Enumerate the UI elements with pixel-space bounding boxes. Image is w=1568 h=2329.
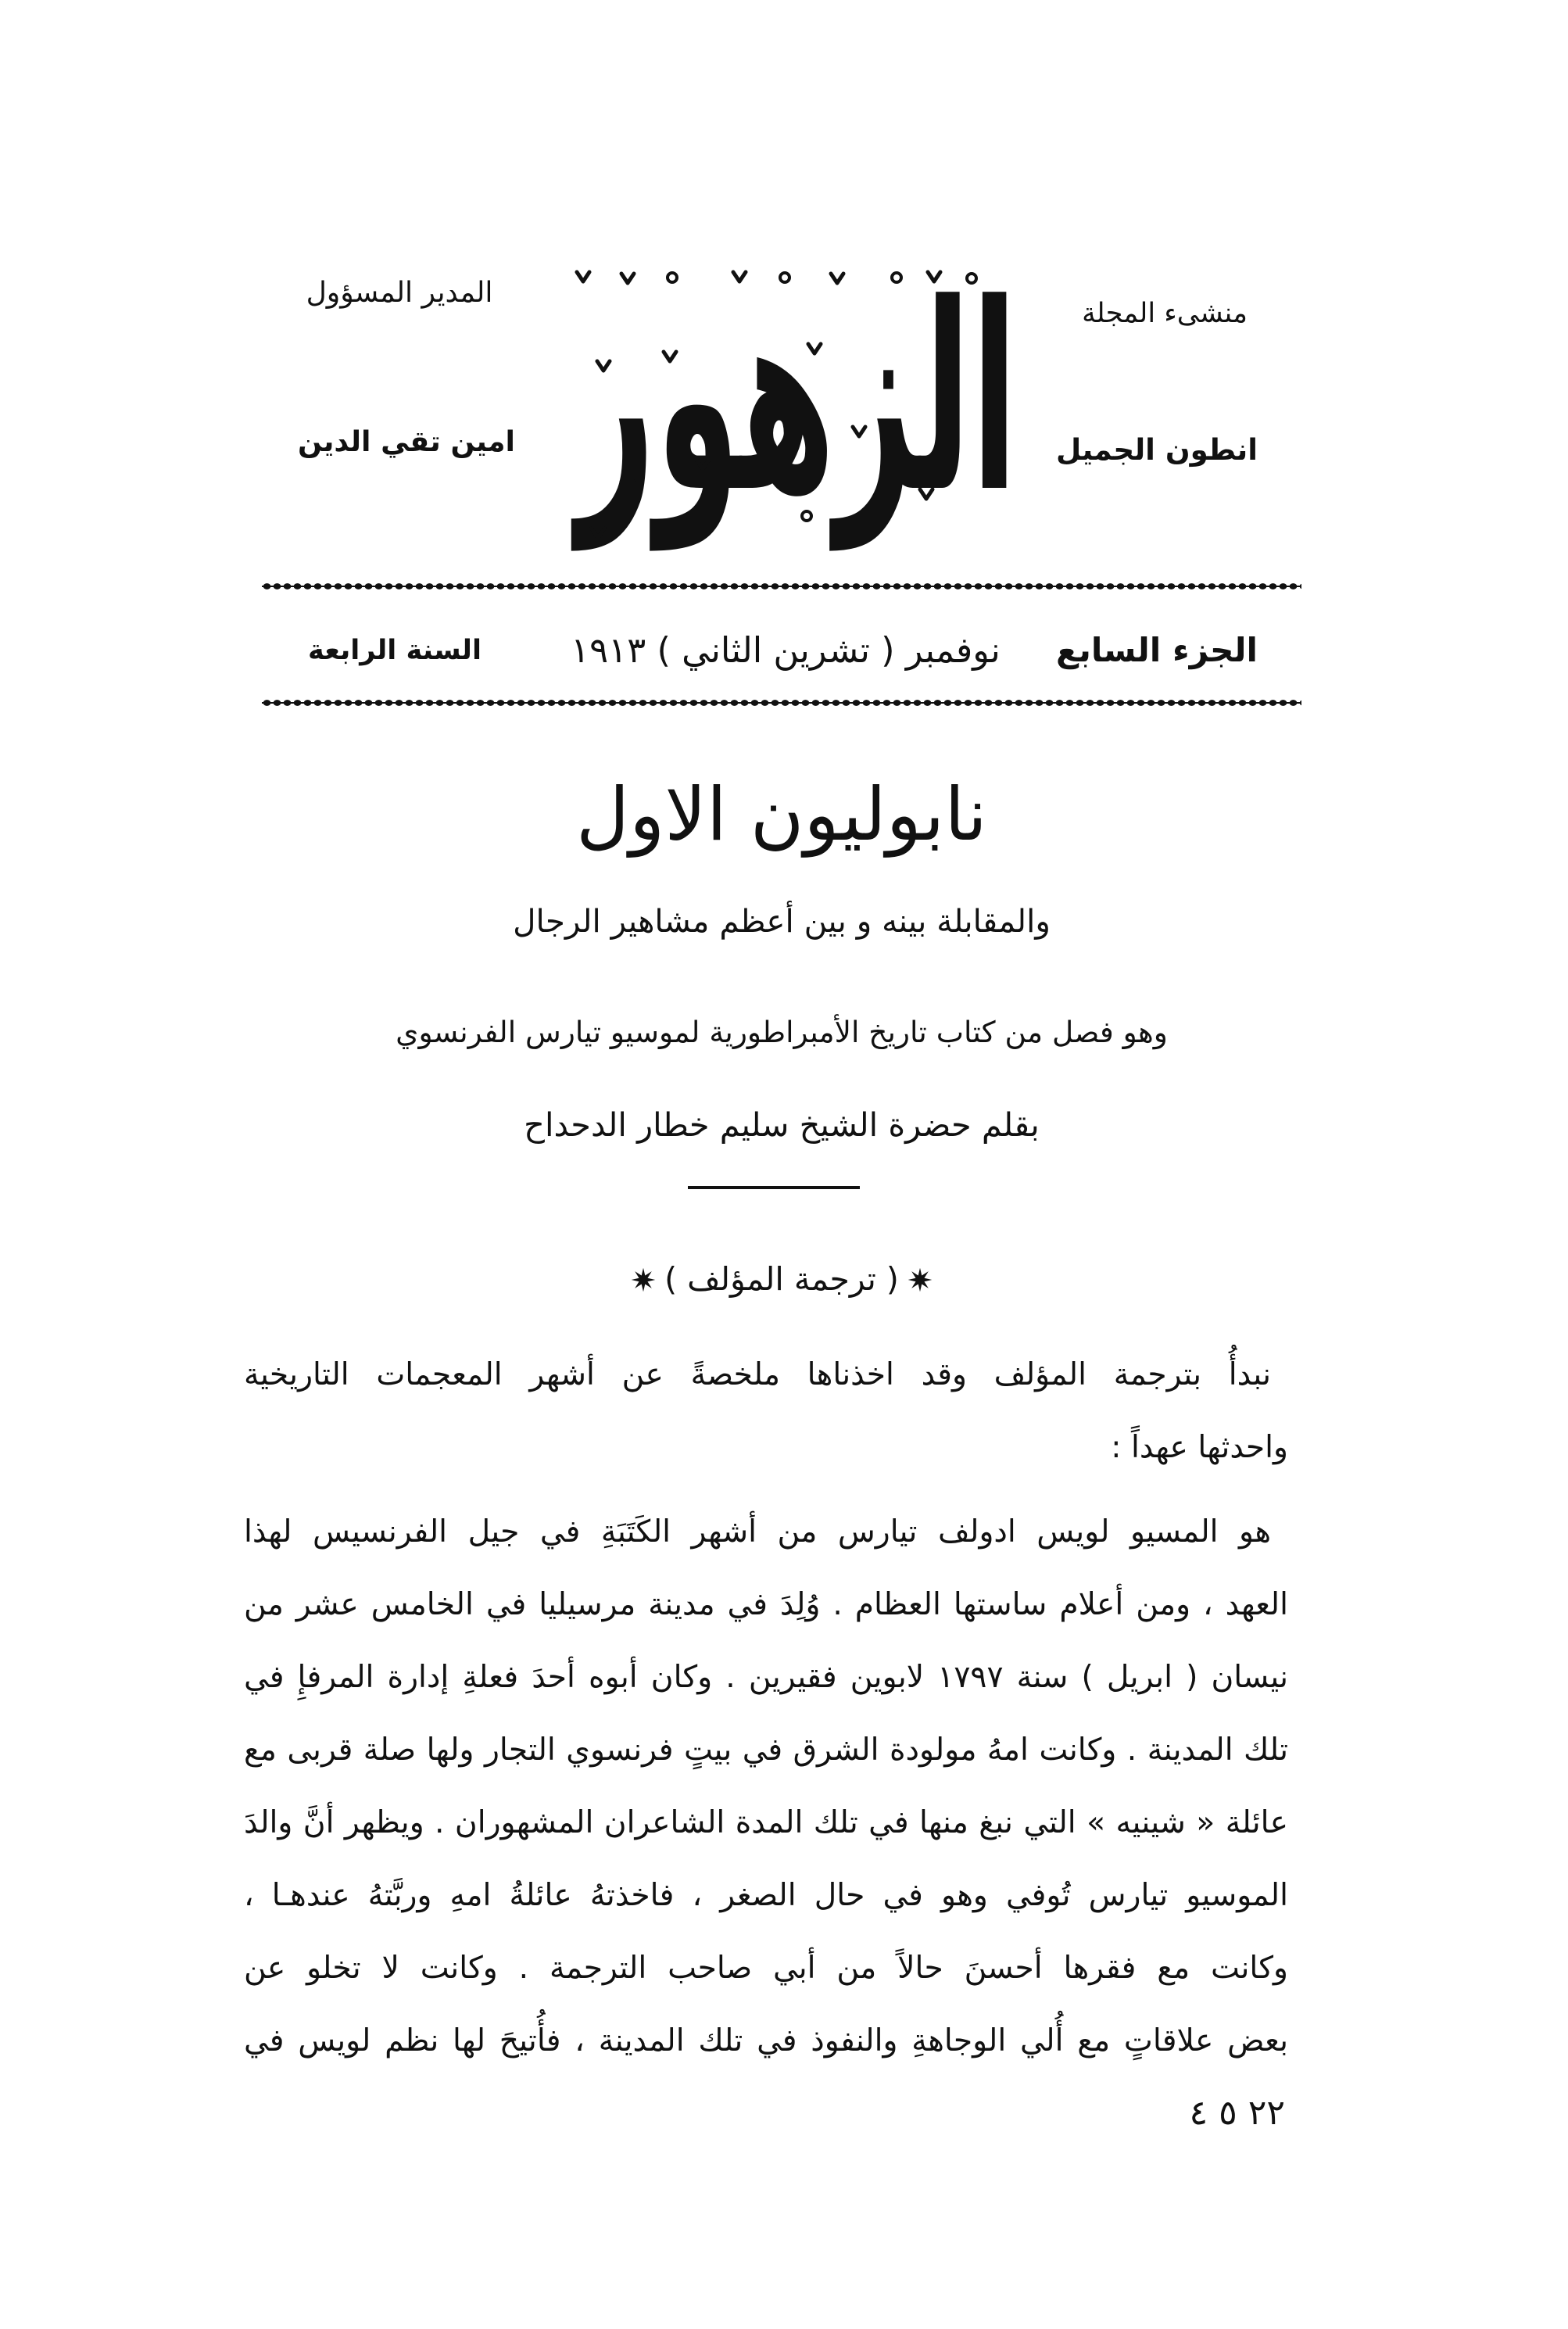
article-source-note (262, 1002, 1301, 1062)
page-signature-text: ٢٢ ٥ ٤ (1189, 2093, 1285, 2134)
text-line-content: عائلة « شينيه » التي نبغ منها في تلك المدة الشاعران المشهوران . ويظهر أنَّ والدَ (244, 1805, 1288, 1841)
paragraph (244, 1339, 1288, 1485)
issue-date (547, 622, 1024, 679)
article-byline-text: بقلم حضرة الشيخ سليم خطار الدحداح (524, 1105, 1040, 1144)
text-line (244, 1642, 1288, 1715)
star-ornament-icon (907, 1267, 933, 1293)
text-line (244, 1569, 1288, 1642)
founder-label-text: منشىء المجلة (1082, 297, 1248, 330)
article-source-text: وهو فصل من كتاب تاريخ الأمبراطورية لموسيو تيارس الفرنسوي (396, 1014, 1168, 1049)
issue-year (281, 622, 508, 679)
manager-label (297, 264, 502, 321)
beaded-rule-bottom (262, 698, 1301, 708)
founder-name (1032, 395, 1282, 504)
founder-label (1071, 285, 1258, 342)
manager-name-text: امين تقي الدين (298, 424, 515, 458)
article-subtitle (262, 890, 1301, 952)
article-title (262, 762, 1301, 868)
text-line-content: واحدثها عهداً : (1111, 1430, 1288, 1466)
manager-name (281, 387, 532, 496)
text-line (244, 1860, 1288, 1933)
issue-year-text: السنة الرابعة (308, 634, 481, 667)
text-line (244, 1787, 1288, 1860)
separator-rule (688, 1186, 860, 1189)
founder-name-text: انطون الجميل (1056, 432, 1258, 467)
text-line (244, 1496, 1288, 1569)
article-title-text: نابوليون الاول (576, 772, 987, 858)
issue-date-text: نوفمبر ( تشرين الثاني ) ١٩١٣ (571, 629, 1001, 671)
section-heading (262, 1247, 1301, 1313)
beaded-rule-top (262, 582, 1301, 591)
issue-part (1040, 622, 1274, 679)
text-line (244, 1339, 1288, 1412)
page-signature (1189, 2086, 1285, 2141)
masthead-ornament-icon (563, 235, 1032, 563)
section-heading-text: ( ترجمة المؤلف ) (664, 1260, 899, 1299)
text-line (244, 1412, 1288, 1485)
text-line-content: بعض علاقاتٍ مع أُلي الوجاهةِ والنفوذ في تلك المدينة ، فأُتيحَ لها نظم لويس في (244, 2023, 1288, 2059)
text-line-content: هو المسيو لويس ادولف تيارس من أشهر الكَتَبَةِ في جيل الفرنسيس لهذا (244, 1514, 1271, 1550)
text-line-content: نبدأُ بترجمة المؤلف وقد اخذناها ملخصةً عن أشهر المعجمات التاريخية (244, 1357, 1271, 1393)
paragraph (244, 1496, 1288, 2078)
text-line (244, 1933, 1288, 2005)
text-line (244, 2005, 1288, 2078)
text-line-content: العهد ، ومن أعلام ساستها العظام . وُلِدَ في مدينة مرسيليا في الخامس عشر من (244, 1587, 1288, 1623)
text-line-content: نيسان ( ابريل ) سنة ١٧٩٧ لابوين فقيرين . وكان أبوه أحدَ فعلةِ إدارة المرفإِ في (244, 1660, 1288, 1696)
issue-part-text: الجزء السابع (1056, 631, 1258, 670)
article-byline (262, 1093, 1301, 1157)
masthead-title-text: الزهور (577, 249, 1018, 549)
star-ornament-icon (630, 1267, 657, 1293)
text-line (244, 1715, 1288, 1787)
text-line-content: الموسيو تيارس تُوفي وهو في حال الصغر ، فاخذتهُ عائلةُ امهِ وربَّتهُ عندهـا ، (244, 1878, 1288, 1914)
text-line-content: تلك المدينة . وكانت امهُ مولودة الشرق في بيتٍ فرنسوي التجار ولها صلة قربى مع (244, 1732, 1288, 1768)
manager-label-text: المدير المسؤول (306, 274, 493, 309)
text-line-content: وكانت مع فقرها أحسنَ حالاً من أبي صاحب الترجمة . وكانت لا تخلو عن (244, 1951, 1288, 1987)
article-subtitle-text: والمقابلة بينه و بين أعظم مشاهير الرجال (513, 901, 1051, 940)
